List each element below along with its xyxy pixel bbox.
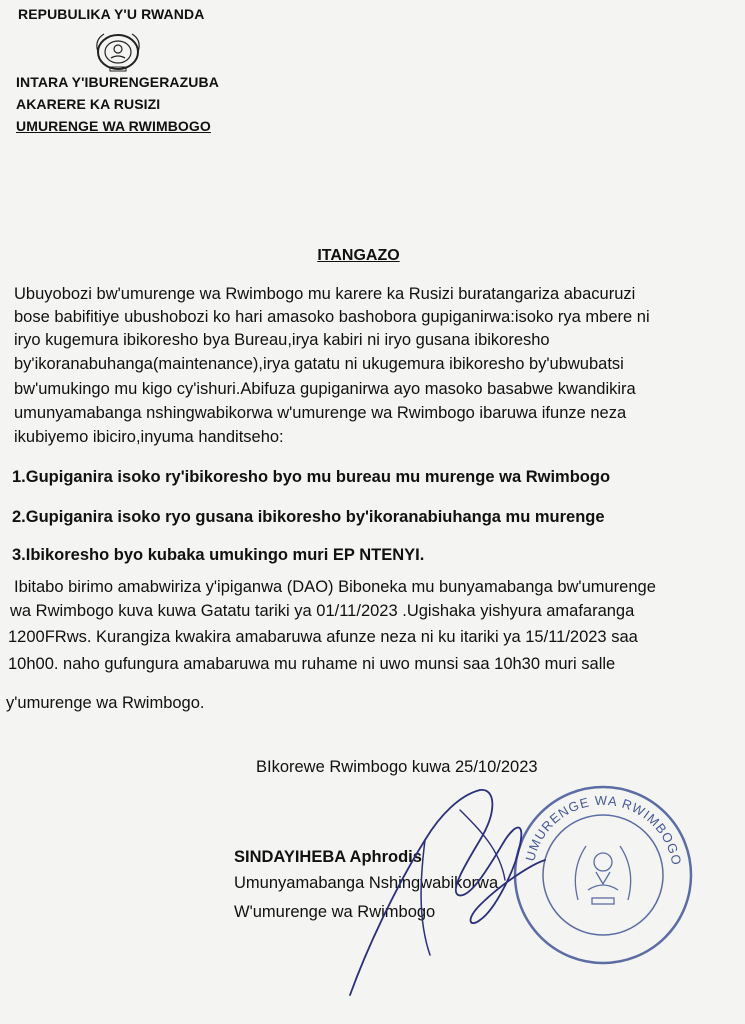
signature-date-line: BIkorewe Rwimbogo kuwa 25/10/2023 [256, 758, 538, 776]
list-item: 3.Ibikoresho byo kubaka umukingo muri EP NTENYI. [12, 546, 425, 564]
intro-line: umunyamabanga nshingwabikorwa w'umurenge wa Rwimbogo ibaruwa ifunze neza [14, 404, 627, 422]
handwritten-signature [330, 770, 570, 1000]
details-line: 10h00. naho gufungura amabaruwa mu ruhame ni uwo munsi saa 10h30 muri salle [8, 655, 616, 673]
intro-line: Ubuyobozi bw'umurenge wa Rwimbogo mu karere ka Rusizi buratangariza abacuruzi [14, 285, 636, 303]
document-title: ITANGAZO [317, 247, 400, 264]
header-country: REPUBULIKA Y'U RWANDA [18, 6, 205, 22]
intro-line: iryo kugemura ibikoresho bya Bureau,irya kabiri ni iryo gusana ibikoresho [14, 331, 550, 349]
details-line: y'umurenge wa Rwimbogo. [6, 694, 205, 712]
signer-name: SINDAYIHEBA Aphrodis [234, 848, 422, 866]
details-line: Ibitabo birimo amabwiriza y'ipiganwa (DAO) Biboneka mu bunyamabanga bw'umurenge [14, 578, 656, 596]
header-sector: UMURENGE WA RWIMBOGO [16, 118, 211, 134]
stamp-text: UMURENGE WA RWIMBOGO [522, 792, 685, 868]
list-item: 1.Gupiganira isoko ry'ibikoresho byo mu bureau mu murenge wa Rwimbogo [12, 468, 611, 486]
header-province: INTARA Y'IBURENGERAZUBA [16, 74, 219, 90]
list-item: 2.Gupiganira isoko ryo gusana ibikoresho by'ikoranabiuhanga mu murenge [12, 508, 605, 526]
intro-line: by'ikoranabuhanga(maintenance),irya gatatu ni ukugemura ibikoresho by'ubwubatsi [14, 355, 624, 373]
signer-role-line-2: W'umurenge wa Rwimbogo [234, 903, 436, 921]
intro-line: bose babifitiye ubushobozi ko hari amasoko bashobora gupiganirwa:isoko rya mbere ni [14, 308, 650, 326]
signer-role-line-1: Umunyamabanga Nshingwabikorwa [234, 874, 499, 892]
details-line: 1200FRws. Kurangiza kwakira amabaruwa afunze neza ni ku itariki ya 15/11/2023 saa [8, 628, 638, 646]
details-line: wa Rwimbogo kuva kuwa Gatatu tariki ya 01/11/2023 .Ugishaka yishyura amafaranga [10, 602, 635, 620]
intro-line: bw'umukingo mu kigo cy'ishuri.Abifuza gupiganirwa ayo masoko basabwe kwandikira [14, 380, 636, 398]
rwanda-emblem-icon [84, 28, 152, 72]
header-district: AKARERE KA RUSIZI [16, 96, 161, 112]
stamp-emblem-icon [575, 846, 630, 904]
intro-line: ikubiyemo ibiciro,inyuma handitseho: [14, 428, 284, 446]
